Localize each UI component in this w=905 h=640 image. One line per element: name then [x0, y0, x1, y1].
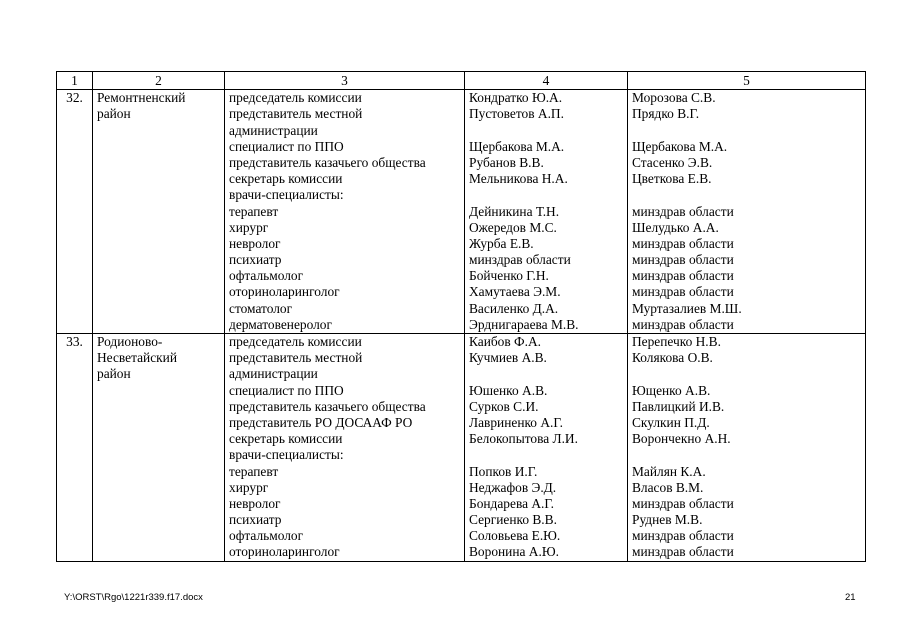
reserve-line — [632, 187, 861, 203]
member-cell — [465, 334, 628, 562]
reserve-line: Муртазалиев М.Ш. — [632, 300, 742, 316]
member-line: Воронина А.Ю. — [469, 544, 559, 560]
role-line: председатель комиссии — [229, 334, 362, 350]
role-line: невролог — [229, 495, 281, 511]
header-cell: 1 — [57, 72, 93, 90]
member-line: Василенко Д.А. — [469, 300, 559, 316]
role-line: офтальмолог — [229, 268, 304, 284]
row-number-cell — [57, 90, 93, 334]
role-line: секретарь комиссии — [229, 431, 343, 447]
role-line: оториноларинголог — [229, 284, 340, 300]
member-line: Мельникова Н.А. — [469, 171, 568, 187]
header-cell: 2 — [93, 72, 225, 90]
role-cell — [225, 334, 465, 562]
member-line: Бойченко Г.Н. — [469, 268, 549, 284]
header-cell: 4 — [465, 72, 628, 90]
role-line: оториноларинголог — [229, 544, 340, 560]
reserve-line: минздрав области — [632, 316, 734, 332]
role-line: врачи-специалисты: — [229, 447, 344, 463]
role-line: невролог — [229, 235, 281, 251]
row-number: 33. — [66, 334, 83, 350]
file-path: Y:\ORST\Rgo\1221r339.f17.docx — [64, 592, 203, 603]
member-line: Сурков С.И. — [469, 398, 539, 414]
district-name-line: Несветайский — [97, 350, 177, 366]
member-line — [469, 366, 623, 382]
reserve-line: Колякова О.В. — [632, 350, 713, 366]
member-cell — [465, 90, 628, 334]
member-line — [469, 123, 623, 139]
row-number-cell — [57, 334, 93, 562]
role-line: офтальмолог — [229, 528, 304, 544]
role-cell — [225, 90, 465, 334]
role-line: психиатр — [229, 512, 282, 528]
reserve-line: минздрав области — [632, 268, 734, 284]
member-line: Бондарева А.Г. — [469, 495, 554, 511]
reserve-line: Майлян К.А. — [632, 463, 706, 479]
member-line: Сергиенко В.В. — [469, 512, 557, 528]
header-cell: 5 — [628, 72, 866, 90]
reserve-line: Перепечко Н.В. — [632, 334, 721, 350]
district-cell — [93, 334, 225, 562]
member-line: Соловьева Е.Ю. — [469, 528, 561, 544]
role-line: администрации — [229, 122, 318, 138]
member-line: Эрднигараева М.В. — [469, 316, 579, 332]
reserve-line — [632, 366, 861, 382]
member-line: Щербакова М.А. — [469, 138, 565, 154]
reserve-line — [632, 447, 861, 463]
reserve-line: Стасенко Э.В. — [632, 154, 713, 170]
reserve-cell — [628, 90, 866, 334]
member-line: Ожередов М.С. — [469, 219, 557, 235]
row-number: 32. — [66, 90, 83, 106]
member-line — [469, 187, 623, 203]
reserve-line: Щербакова М.А. — [632, 138, 728, 154]
reserve-line: минздрав области — [632, 203, 734, 219]
reserve-line: Шелудько А.А. — [632, 219, 719, 235]
role-line: хирург — [229, 219, 269, 235]
role-line: психиатр — [229, 252, 282, 268]
role-line: специалист по ППО — [229, 382, 344, 398]
reserve-line: минздрав области — [632, 544, 734, 560]
reserve-line — [632, 123, 861, 139]
role-line: дерматовенеролог — [229, 316, 332, 332]
member-line: Пустоветов А.П. — [469, 106, 564, 122]
reserve-line: минздрав области — [632, 528, 734, 544]
role-line: хирург — [229, 479, 269, 495]
header-row — [57, 72, 866, 90]
reserve-line: минздрав области — [632, 495, 734, 511]
reserve-line: Павлицкий И.В. — [632, 398, 725, 414]
reserve-line: Скулкин П.Д. — [632, 414, 710, 430]
table-row — [57, 334, 866, 562]
reserve-line: Ворончекно А.Н. — [632, 431, 731, 447]
role-line: секретарь комиссии — [229, 171, 343, 187]
member-line: минздрав области — [469, 252, 571, 268]
district-cell — [93, 90, 225, 334]
header-cell: 3 — [225, 72, 465, 90]
reserve-line: Ющенко А.В. — [632, 382, 711, 398]
role-line: врачи-специалисты: — [229, 187, 344, 203]
member-line: Кондратко Ю.А. — [469, 90, 563, 106]
page-number: 21 — [845, 592, 856, 603]
role-line: стоматолог — [229, 300, 293, 316]
reserve-cell — [628, 334, 866, 562]
role-line: представитель местной — [229, 350, 363, 366]
district-name-line: Ремонтненский — [97, 90, 186, 106]
role-line: представитель казачьего общества — [229, 154, 426, 170]
role-line: специалист по ППО — [229, 138, 344, 154]
commission-table — [56, 71, 866, 562]
member-line: Хамутаева Э.М. — [469, 284, 561, 300]
member-line: Рубанов В.В. — [469, 154, 544, 170]
reserve-line: Власов В.М. — [632, 479, 704, 495]
district-name-line: Родионово- — [97, 334, 163, 350]
reserve-line: минздрав области — [632, 252, 734, 268]
role-line: администрации — [229, 366, 318, 382]
member-line: Журба Е.В. — [469, 235, 534, 251]
reserve-line: минздрав области — [632, 284, 734, 300]
reserve-line: минздрав области — [632, 235, 734, 251]
role-line: председатель комиссии — [229, 90, 362, 106]
role-line: терапевт — [229, 463, 279, 479]
reserve-line: Прядко В.Г. — [632, 106, 700, 122]
member-line: Лавриненко А.Г. — [469, 414, 563, 430]
reserve-line: Морозова С.В. — [632, 90, 716, 106]
member-line: Юшенко А.В. — [469, 382, 548, 398]
member-line — [469, 447, 623, 463]
member-line: Кучмиев А.В. — [469, 350, 547, 366]
member-line: Белокопытова Л.И. — [469, 431, 578, 447]
table-row — [57, 90, 866, 334]
reserve-line: Руднев М.В. — [632, 512, 703, 528]
role-line: терапевт — [229, 203, 279, 219]
reserve-line: Цветкова Е.В. — [632, 171, 712, 187]
role-line: представитель казачьего общества — [229, 398, 426, 414]
district-name-line: район — [97, 106, 131, 122]
member-line: Неджафов Э.Д. — [469, 479, 557, 495]
district-name-line: район — [97, 366, 131, 382]
role-line: представитель местной — [229, 106, 363, 122]
member-line: Попков И.Г. — [469, 463, 538, 479]
member-line: Дейникина Т.Н. — [469, 203, 560, 219]
member-line: Каибов Ф.А. — [469, 334, 541, 350]
role-line: представитель РО ДОСААФ РО — [229, 414, 413, 430]
